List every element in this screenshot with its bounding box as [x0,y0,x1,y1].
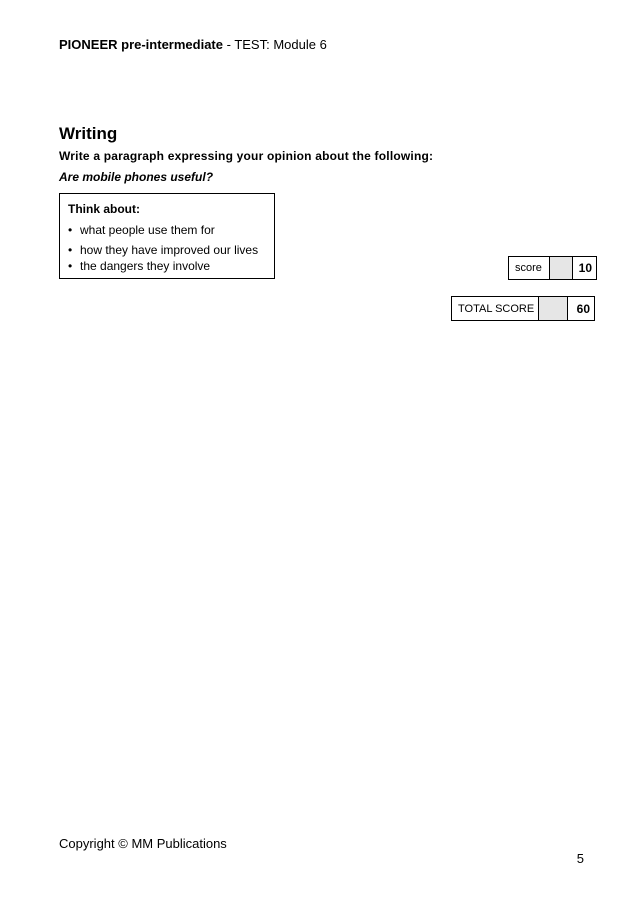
page-number: 5 [576,851,584,866]
bullet-icon: • [68,243,73,257]
list-item [68,222,274,238]
list-item [68,258,274,274]
score-entry-field[interactable] [550,257,573,279]
think-about-title: Think about: [68,202,140,216]
course-title: PIONEER pre-intermediate [59,37,223,52]
list-item-text: the dangers they involve [80,259,211,273]
score-max: 10 [578,261,592,275]
total-score-box [451,296,595,321]
list-item-text: what people use them for [80,223,215,237]
think-about-box [59,193,275,279]
score-box [508,256,597,280]
list-item-text: how they have improved our lives [80,243,259,257]
list-item [68,242,274,258]
section-title: Writing [59,124,118,143]
task-instruction: Write a paragraph expressing your opinion about the following: [59,149,434,163]
score-label: score [509,257,550,279]
bullet-icon: • [68,259,73,273]
total-score-label: TOTAL SCORE [452,297,539,320]
total-score-max: 60 [576,301,590,316]
copyright-notice: Copyright © MM Publications [59,836,227,851]
test-module-label: - TEST: Module 6 [223,37,327,52]
essay-topic: Are mobile phones useful? [59,170,214,184]
total-score-entry-field[interactable] [539,297,568,320]
think-about-list [68,222,274,274]
bullet-icon: • [68,223,73,237]
page-header [59,37,327,52]
